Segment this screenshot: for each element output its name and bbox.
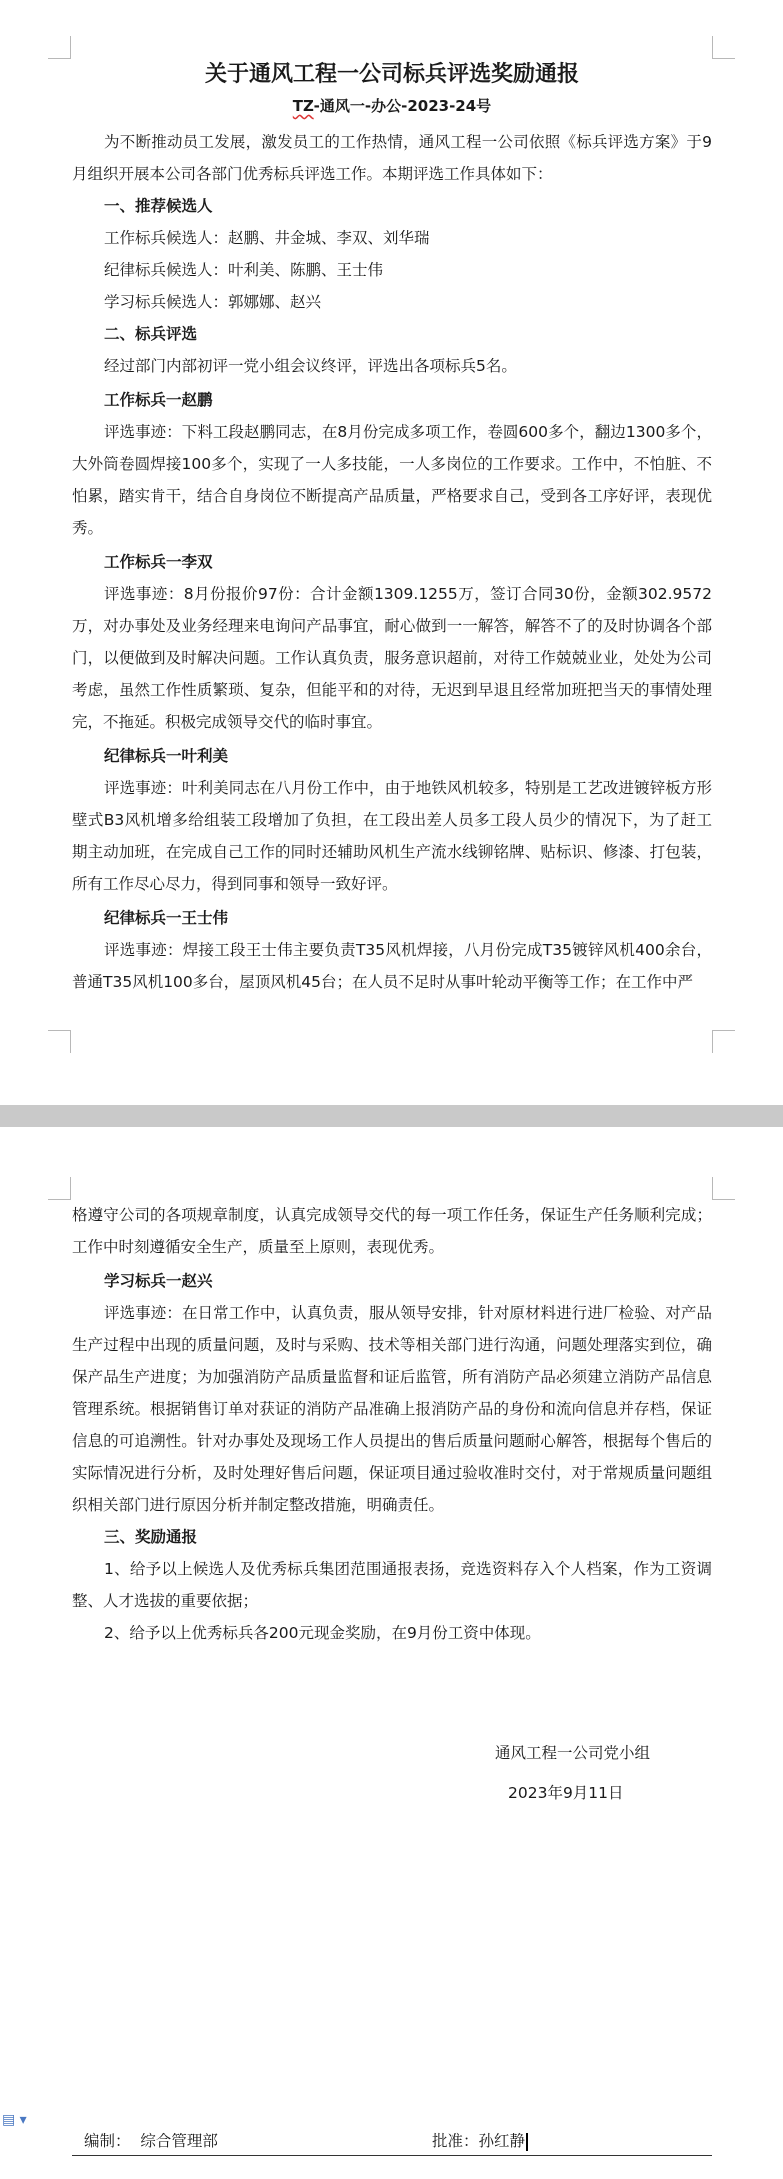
section-2-heading: 二、标兵评选 (104, 325, 198, 343)
intro-paragraph: 为不断推动员工发展，激发员工的工作热情，通风工程一公司依照《标兵评选方案》于9月组织开展本公司各部门优秀标兵评选工作。本期评选工作具体如下： (72, 133, 712, 183)
page-corner-mark (712, 1177, 735, 1200)
page-corner-mark (48, 1177, 71, 1200)
award-title-zhaopeng: 工作标兵一赵鹏 (104, 391, 213, 409)
section-3-heading: 三、奖励通报 (104, 1528, 198, 1546)
award-text-wangshiwei-part1: 评选事迹：焊接工段王士伟主要负责T35风机焊接，八月份完成T35镀锌风机400余台，普通T35风机100多台，屋顶风机45台；在人员不足时从事叶轮动平衡等工作；在工作中严 (72, 941, 712, 991)
approver-label: 批准： (432, 2132, 479, 2150)
editor-label: 编制： (84, 2132, 131, 2150)
approver-value[interactable]: 孙红静 (478, 2132, 526, 2150)
page-2-body[interactable] (72, 1199, 712, 1649)
section-1-heading: 一、推荐候选人 (104, 197, 213, 215)
page-corner-mark (712, 36, 735, 59)
approver-field[interactable] (432, 2127, 528, 2155)
page-break-gap (0, 1105, 783, 1127)
doc-number-rest: -通风一-办公-2023-24号 (313, 97, 492, 115)
document-title: 关于通风工程一公司标兵评选奖励通报 (204, 62, 579, 87)
award-title-wangshiwei: 纪律标兵一王士伟 (104, 909, 229, 927)
section-2-summary: 经过部门内部初评一党小组会议终评，评选出各项标兵5名。 (104, 357, 517, 375)
document-number (72, 94, 712, 118)
candidate-line-discipline: 纪律标兵候选人：叶利美、陈鹏、王士伟 (104, 261, 384, 279)
page-corner-mark (48, 36, 71, 59)
award-text-lishuang: 评选事迹：8月份报价97份：合计金额1309.1255万，签订合同30份，金额302.9572万，对办事处及业务经理来电询问产品事宜，耐心做到一一解答，解答不了的及时协调各个部门，以便做到及时解决问题。工作认真负责，服务意识超前，对待工作兢兢业业，处处为公司考虑，虽然工作性质繁琐、复杂，但能平和的对待，无迟到早退且经常加班把当天的事情处理完，不拖延。积极完成领导交代的临时事宜。 (72, 585, 712, 731)
candidate-line-work: 工作标兵候选人：赵鹏、井金城、李双、刘华瑞 (104, 229, 430, 247)
document-icon[interactable]: ▤ ▾ (2, 2112, 27, 2128)
page-1-body[interactable] (72, 60, 712, 998)
candidate-line-study: 学习标兵候选人：郭娜娜、赵兴 (104, 293, 322, 311)
award-title-lishuang: 工作标兵一李双 (104, 553, 213, 571)
signature-date: 2023年9月11日 (508, 1784, 624, 1802)
award-text-zhaoxing: 评选事迹：在日常工作中，认真负责，服从领导安排，针对原材料进行进厂检验、对产品生产过程中出现的质量问题，及时与采购、技术等相关部门进行沟通，问题处理落实到位，确保产品生产进度；为加强消防产品质量监督和证后监管，所有消防产品必须建立消防产品信息管理系统。根据销售订单对获证的消防产品准确上报消防产品的身份和流向信息并存档，保证信息的可追溯性。针对办事处及现场工作人员提出的售后质量问题耐心解答，根据每个售后的实际情况进行分析，及时处理好售后问题，保证项目通过验收准时交付，对于常规质量问题组织相关部门进行原因分析并制定整改措施，明确责任。 (72, 1304, 712, 1514)
award-text-zhaopeng: 评选事迹：下料工段赵鹏同志，在8月份完成多项工作，卷圆600多个，翻边1300多个，大外筒卷圆焊接100多个，实现了一人多技能，一人多岗位的工作要求。工作中，不怕脏、不怕累，踏实肯干，结合自身岗位不断提高产品质量，严格要求自己，受到各工序好评，表现优秀。 (72, 423, 712, 537)
award-text-yelimei: 评选事迹：叶利美同志在八月份工作中，由于地铁风机较多，特别是工艺改进镀锌板方形壁式B3风机增多给组装工段增加了负担，在工段出差人员多工段人员少的情况下，为了赶工期主动加班，在完成自己工作的同时还辅助风机生产流水线铆铭牌、贴标识、修漆、打包装，所有工作尽心尽力，得到同事和领导一致好评。 (72, 779, 712, 893)
approval-footer[interactable] (72, 2127, 712, 2156)
signature-org: 通风工程一公司党小组 (495, 1744, 651, 1762)
doc-number-prefix: TZ (292, 97, 314, 115)
editor-value: 综合管理部 (140, 2132, 218, 2150)
award-text-wangshiwei-part2: 格遵守公司的各项规章制度，认真完成领导交代的每一项工作任务，保证生产任务顺利完成；工作中时刻遵循安全生产，质量至上原则，表现优秀。 (72, 1206, 712, 1256)
reward-item-2: 2、给予以上优秀标兵各200元现金奖励，在9月份工资中体现。 (104, 1624, 541, 1642)
editor-field (84, 2127, 218, 2155)
page-corner-mark (712, 1030, 735, 1053)
reward-item-1: 1、给予以上候选人及优秀标兵集团范围通报表扬，竞选资料存入个人档案，作为工资调整、人才选拔的重要依据； (72, 1560, 712, 1610)
text-cursor (526, 2133, 528, 2151)
award-title-zhaoxing: 学习标兵一赵兴 (104, 1272, 213, 1290)
award-title-yelimei: 纪律标兵一叶利美 (104, 747, 229, 765)
document-page-2 (0, 1127, 783, 2179)
page-corner-mark (48, 1030, 71, 1053)
